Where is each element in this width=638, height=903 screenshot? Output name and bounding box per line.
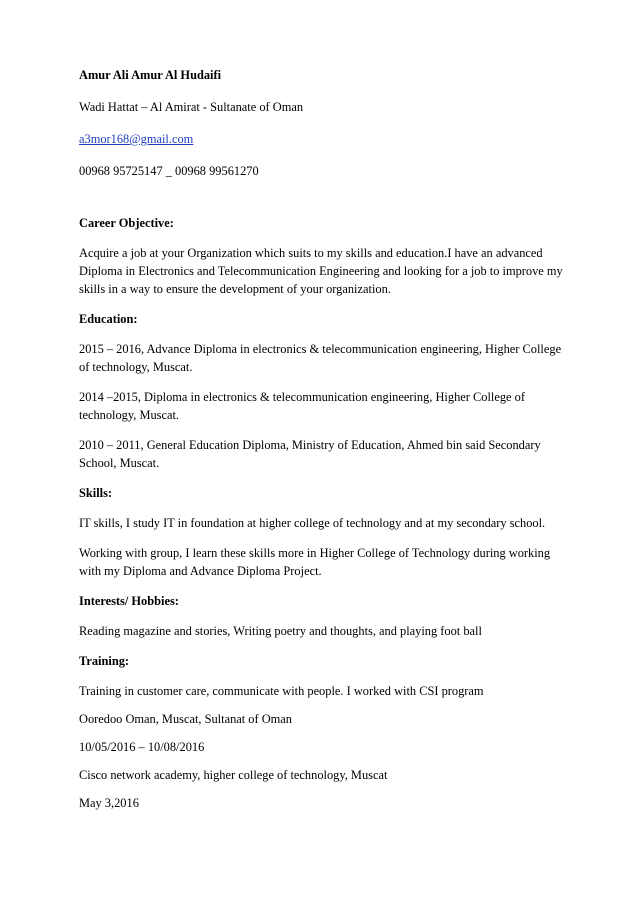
resume-content (79, 66, 565, 822)
training-line: Cisco network academy, higher college of technology, Muscat (79, 768, 388, 782)
phone-numbers: 00968 95725147 _ 00968 99561270 (79, 164, 259, 178)
education-item: 2010 – 2011, General Education Diploma, Ministry of Education, Ahmed bin said Secondary School, Muscat. (79, 438, 541, 470)
interests-text: Reading magazine and stories, Writing poetry and thoughts, and playing foot ball (79, 624, 482, 638)
training-heading: Training: (79, 654, 130, 668)
skills-item: IT skills, I study IT in foundation at higher college of technology and at my secondary school. (79, 516, 546, 530)
career-objective-heading: Career Objective: (79, 216, 174, 230)
training-line: Training in customer care, communicate with people. I worked with CSI program (79, 684, 484, 698)
applicant-name: Amur Ali Amur Al Hudaifi (79, 68, 222, 82)
education-item: 2014 –2015, Diploma in electronics & telecommunication engineering, Higher College of technology, Muscat. (79, 390, 525, 422)
education-heading: Education: (79, 312, 138, 326)
skills-item: Working with group, I learn these skills more in Higher College of Technology during working with my Diploma and Advance Diploma Project. (79, 546, 551, 578)
training-line: 10/05/2016 – 10/08/2016 (79, 740, 205, 754)
applicant-address: Wadi Hattat – Al Amirat - Sultanate of Oman (79, 100, 304, 114)
career-objective-text: Acquire a job at your Organization which suits to my skills and education.I have an advanced Diploma in Electronics and Telecommunication Engineering and looking for a job to improve my skills in a way to ensure the development of your organization. (79, 246, 563, 296)
skills-heading: Skills: (79, 486, 113, 500)
training-line: May 3,2016 (79, 796, 139, 810)
email-link[interactable]: a3mor168@gmail.com (79, 132, 194, 146)
interests-heading: Interests/ Hobbies: (79, 594, 179, 608)
education-item: 2015 – 2016, Advance Diploma in electronics & telecommunication engineering, Higher College of technology, Muscat. (79, 342, 562, 374)
training-line: Ooredoo Oman, Muscat, Sultanat of Oman (79, 712, 293, 726)
